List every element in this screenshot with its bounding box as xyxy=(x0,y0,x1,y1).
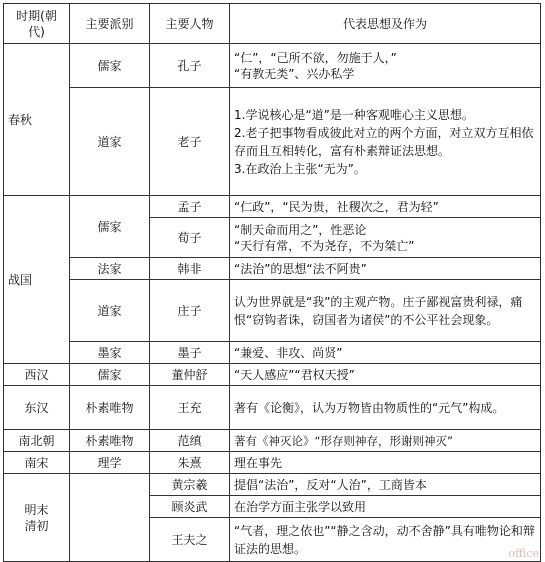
period-cell: 春秋 xyxy=(4,44,70,196)
table-row xyxy=(4,364,541,386)
thought-cell xyxy=(230,430,541,452)
school-cell: 理学 xyxy=(70,452,150,474)
thought-cell xyxy=(230,452,541,474)
history-thought-table xyxy=(3,3,541,562)
table-row xyxy=(4,280,541,342)
header-period: 时期(朝代) xyxy=(4,4,70,44)
period-cell: 东汉 xyxy=(4,386,70,430)
person-cell: 孔子 xyxy=(150,44,230,88)
school-cell: 朴素唯物 xyxy=(70,430,150,452)
table-row xyxy=(4,474,541,496)
person-cell: 王充 xyxy=(150,386,230,430)
period-cell: 西汉 xyxy=(4,364,70,386)
header-thought: 代表思想及作为 xyxy=(230,4,541,44)
person-cell: 顾炎武 xyxy=(150,496,230,518)
thought-cell xyxy=(230,88,541,196)
school-cell: 墨家 xyxy=(70,342,150,364)
period-cell: 战国 xyxy=(4,196,70,364)
table-row xyxy=(4,430,541,452)
school-cell: 儒家 xyxy=(70,44,150,88)
person-cell: 韩非 xyxy=(150,258,230,280)
school-cell: 儒家 xyxy=(70,364,150,386)
thought-cell xyxy=(230,44,541,88)
person-cell: 董仲舒 xyxy=(150,364,230,386)
thought-cell xyxy=(230,258,541,280)
thought-line: “天人感应”“君权天授” xyxy=(234,367,355,382)
school-cell: 朴素唯物 xyxy=(70,386,150,430)
thought-line: “有教无类”、兴办私学 xyxy=(234,66,355,81)
person-cell: 庄子 xyxy=(150,280,230,342)
period-cell: 南宋 xyxy=(4,452,70,474)
thought-cell xyxy=(230,364,541,386)
thought-line: “兼爱、非攻、尚贤” xyxy=(234,345,343,360)
thought-cell xyxy=(230,196,541,218)
person-cell: 王夫之 xyxy=(150,518,230,562)
header-person: 主要人物 xyxy=(150,4,230,44)
thought-line: “仁”，“己所不欲，勿施于人，” xyxy=(234,50,397,65)
school-cell xyxy=(70,474,150,562)
thought-line: 3.在政治上主张“无为”。 xyxy=(234,161,366,176)
table-row xyxy=(4,196,541,218)
watermark: office xyxy=(508,547,539,560)
thought-line: 理在事先 xyxy=(234,455,283,470)
thought-cell xyxy=(230,342,541,364)
period-cell xyxy=(4,474,70,562)
header-row xyxy=(4,4,541,44)
thought-line: “气者，理之依也”“静之含动，动不舍静”具有唯物论和辩证法的思想。 xyxy=(234,523,535,556)
thought-line: “仁政”，“民为贵，社稷次之，君为轻” xyxy=(234,199,439,214)
thought-cell xyxy=(230,280,541,342)
period-cell: 南北朝 xyxy=(4,430,70,452)
person-cell: 黄宗羲 xyxy=(150,474,230,496)
header-school: 主要派别 xyxy=(70,4,150,44)
table-row xyxy=(4,452,541,474)
thought-line: 认为世界就是“我”的主观产物。庄子鄙视富贵利禄，痛恨“窃钩者诛，窃国者为诸侯”的不公平社会现象。 xyxy=(234,294,523,327)
person-cell: 朱熹 xyxy=(150,452,230,474)
thought-line: 著有《神灭论》“形存则神存，形谢则神灭” xyxy=(234,433,453,448)
thought-cell xyxy=(230,496,541,518)
thought-cell xyxy=(230,386,541,430)
table-row xyxy=(4,44,541,88)
thought-line: “法治”的思想“法不阿贵” xyxy=(234,261,367,276)
thought-cell xyxy=(230,474,541,496)
thought-cell xyxy=(230,518,541,562)
person-cell: 墨子 xyxy=(150,342,230,364)
period-line: 清初 xyxy=(24,518,49,533)
thought-line: 著有《论衡》，认为万物皆由物质性的“元气”构成。 xyxy=(234,400,505,415)
table-row xyxy=(4,386,541,430)
thought-line: 2.老子把事物看成彼此对立的两个方面，对立双方互相依存而且互相转化，富有朴素辩证法思想。 xyxy=(234,125,534,158)
thought-line: 在治学方面主张学以致用 xyxy=(234,499,367,514)
table-row xyxy=(4,88,541,196)
table-row xyxy=(4,258,541,280)
thought-line: 提倡“法治”，反对“人治”，工商皆本 xyxy=(234,477,427,492)
person-cell: 范缜 xyxy=(150,430,230,452)
thought-line: 1.学说核心是“道”是一种客观唯心主义思想。 xyxy=(234,107,474,122)
school-cell: 道家 xyxy=(70,88,150,196)
person-cell: 荀子 xyxy=(150,218,230,258)
thought-line: “天行有常，不为尧存，不为桀亡” xyxy=(234,238,415,253)
thought-cell xyxy=(230,218,541,258)
school-cell: 道家 xyxy=(70,280,150,342)
school-cell: 法家 xyxy=(70,258,150,280)
person-cell: 老子 xyxy=(150,88,230,196)
person-cell: 孟子 xyxy=(150,196,230,218)
period-line: 明末 xyxy=(24,502,49,517)
school-cell: 儒家 xyxy=(70,196,150,258)
table-row xyxy=(4,342,541,364)
thought-line: “制天命而用之”，性恶论 xyxy=(234,222,367,237)
